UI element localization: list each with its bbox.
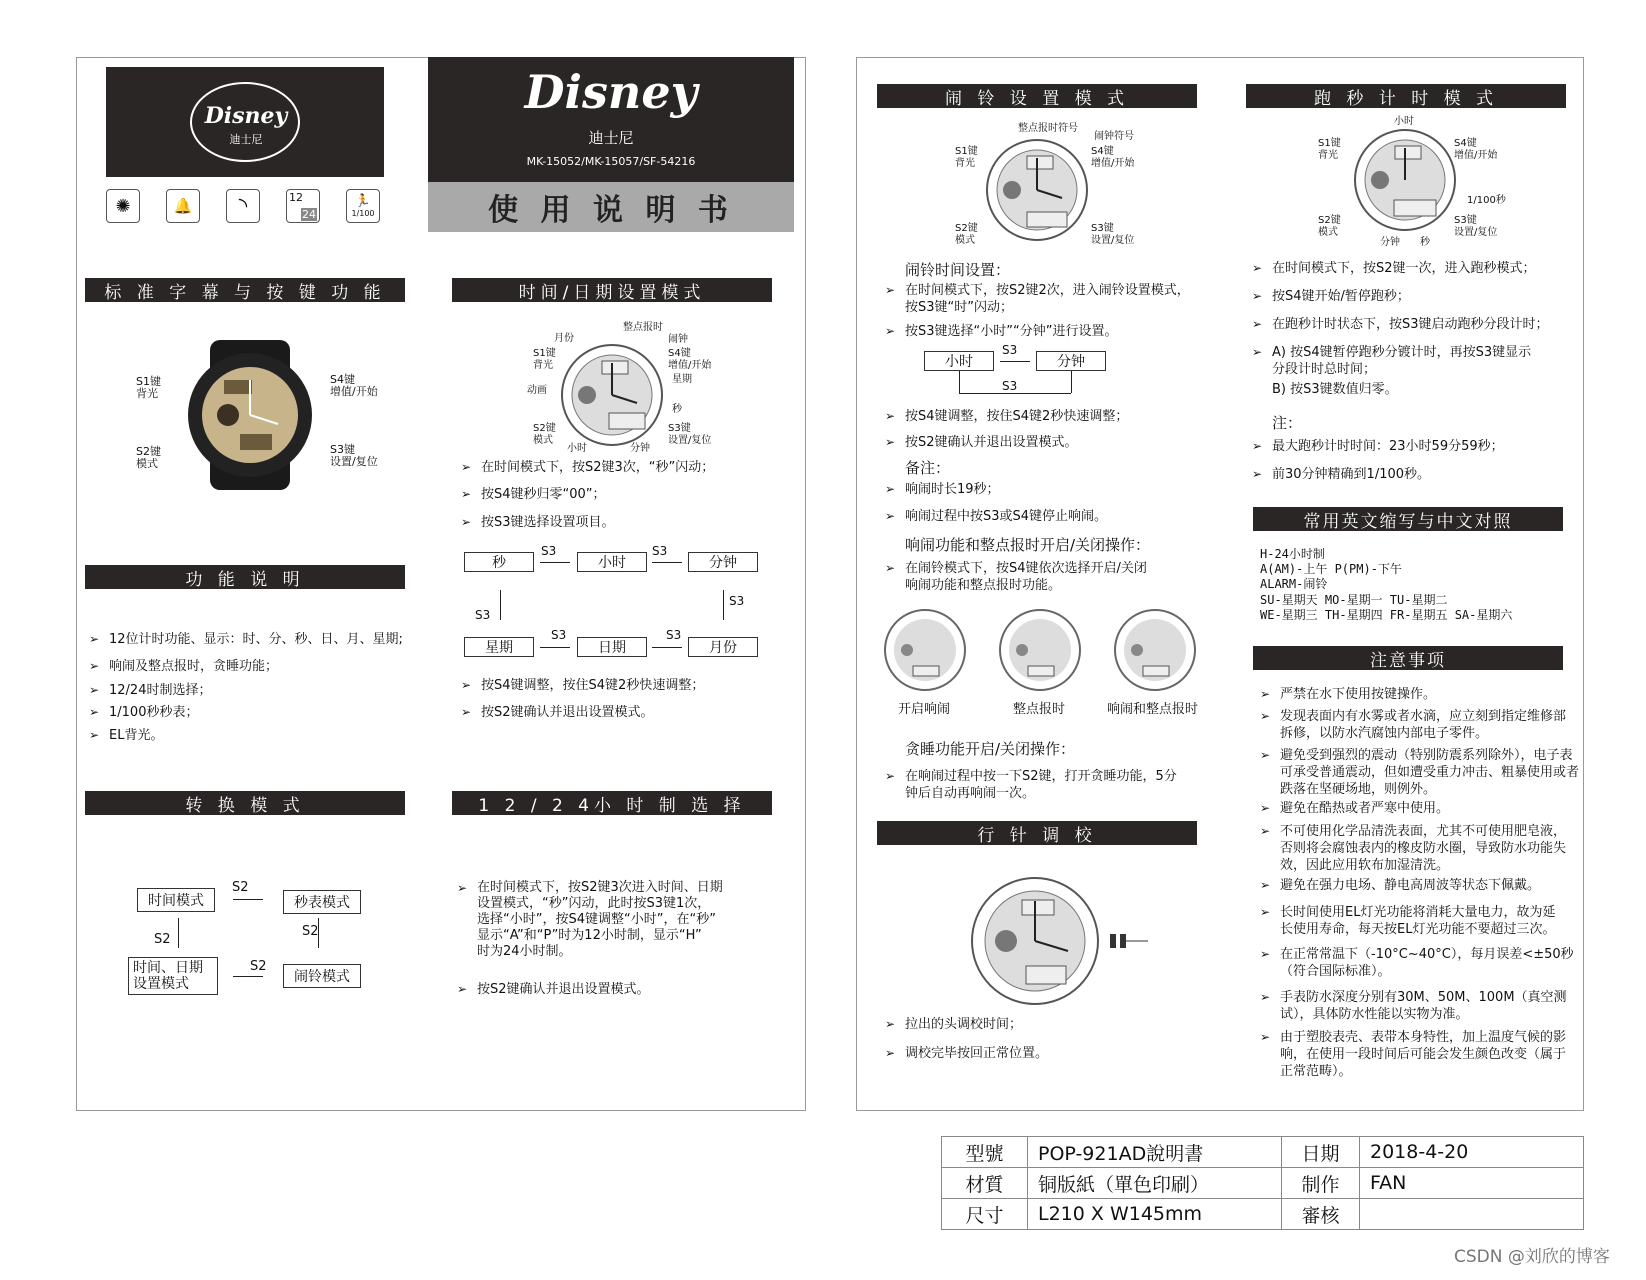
- ts-item: ➢ 在时间模式下，按S2键3次，“秒”闪动；: [481, 459, 714, 476]
- alarm-flow-min: 分钟: [1036, 351, 1106, 371]
- flow-box-sec: 秒: [464, 552, 534, 572]
- ch-s3-label: S3键 设置/复位: [1454, 215, 1498, 238]
- alarm-sub-onoff: 响闹功能和整点报时开启/关闭操作：: [905, 536, 1151, 554]
- ts-item: ➢ 按S3键选择设置项目。: [481, 514, 615, 531]
- std-s2-label: S2键 模式: [136, 445, 161, 470]
- spec-value: 铜版紙（單色印刷）: [1028, 1168, 1282, 1199]
- chrono-note-item: ➢ 前30分钟精确到1/100秒。: [1272, 466, 1430, 483]
- alarm-item: ➢ 响闹时长19秒；: [905, 481, 1000, 498]
- ch-cs-label: 1/100秒: [1467, 195, 1506, 206]
- flow-box-date: 日期: [577, 637, 647, 657]
- flow-line: [540, 562, 570, 563]
- format-12: 12: [289, 191, 303, 204]
- alarm-and-chime-watch: [1113, 608, 1197, 692]
- std-s3-label: S3键 设置/复位: [330, 443, 378, 468]
- caution-item: ➢ 避免在强力电场、静电高周波等状态下佩戴。: [1280, 877, 1540, 894]
- al-alarm-label: 闹钟符号: [1094, 131, 1134, 142]
- spec-row: [942, 1137, 1584, 1168]
- bell-icon-glyph: 🔔: [173, 197, 193, 215]
- spec-row: [942, 1199, 1584, 1230]
- flow-line: [500, 590, 501, 620]
- hourly-chime-watch: [998, 608, 1082, 692]
- chrono-item: ➢ A) 按S4键暂停跑秒分镀计时，再按S3键显示 分段计时总时间；: [1272, 344, 1531, 378]
- alarm-item: ➢ 在闹铃模式下，按S4键依次选择开启/关闭 响闹功能和整点报时功能。: [905, 560, 1147, 594]
- caution-item: ➢ 手表防水深度分别有30M、50M、100M（真空测 试），具体防水性能以实物为准。: [1280, 989, 1567, 1023]
- chrono-title: 跑 秒 计 时 模 式: [1246, 84, 1566, 108]
- h1224-item: ➢ 按S2键确认并退出设置模式。: [477, 981, 650, 998]
- manual-title: 使 用 说 明 书: [428, 182, 794, 232]
- alarm-item: ➢ 按S2键确认并退出设置模式。: [905, 434, 1078, 451]
- mode-box-time: 时间模式: [137, 888, 215, 912]
- switch-title: 转 换 模 式: [85, 791, 405, 815]
- alarm-sub-time: 闹铃时间设置：: [905, 261, 1011, 279]
- spec-label: 材質: [942, 1168, 1028, 1199]
- al-s4-label: S4键 增值/开始: [1091, 146, 1135, 169]
- s3-label: S3: [551, 628, 567, 642]
- ts-s1-label: S1键 背光: [533, 348, 556, 371]
- header-logo: Disney: [524, 65, 698, 119]
- ts-s4-label: S4键 增值/开始: [668, 348, 712, 371]
- abbr-line: H-24小时制: [1260, 547, 1325, 561]
- spec-label: 日期: [1282, 1137, 1360, 1168]
- flow-line: [652, 562, 682, 563]
- hands-watch-diagram: [970, 876, 1150, 1006]
- ts-anim-label: 动画: [527, 385, 547, 396]
- ch-s2-label: S2键 模式: [1318, 215, 1341, 238]
- ch-s1-label: S1键 背光: [1318, 138, 1341, 161]
- time-format-icon: [286, 189, 320, 223]
- ts-hourly-label: 整点报时: [623, 322, 663, 333]
- chrono-item-b: B) 按S3键数值归零。: [1272, 382, 1398, 397]
- signal-icon-glyph: ◝: [238, 193, 248, 219]
- caption-both: 响闹和整点报时: [1107, 702, 1199, 717]
- stopwatch-caption: 1/100: [351, 208, 375, 218]
- manual-header: [428, 57, 794, 182]
- ch-s4-label: S4键 增值/开始: [1454, 138, 1498, 161]
- watermark: CSDN @刘欣的博客: [1454, 1247, 1610, 1267]
- ch-min-label: 分钟: [1380, 237, 1400, 248]
- flow-line: [540, 647, 570, 648]
- caution-item: ➢ 避免受到强烈的震动（特别防震系列除外），电子表 可承受普通震动，但如遭受重力冲击、粗暴使用或者 跌落在坚硬场地，则例外。: [1280, 747, 1579, 798]
- alarm-item: ➢ 在时间模式下，按S2键2次，进入闹铃设置模式， 按S3键“时”闪动；: [905, 282, 1190, 316]
- std-s1-label: S1键 背光: [136, 375, 161, 400]
- flow-line: [178, 918, 179, 948]
- abbr-title: 常用英文缩写与中文对照: [1253, 507, 1563, 531]
- runner-glyph: 🏃: [354, 193, 372, 209]
- func-item: ➢ 响闹及整点报时，贪睡功能；: [109, 658, 278, 675]
- ts-item: ➢ 按S2键确认并退出设置模式。: [481, 704, 654, 721]
- s2-label: S2: [232, 880, 249, 895]
- al-s2-label: S2键 模式: [955, 223, 978, 246]
- flow-line: [1071, 371, 1072, 393]
- abbr-line: WE-星期三 TH-星期四 FR-星期五 SA-星期六: [1260, 608, 1513, 622]
- flow-line: [723, 590, 724, 620]
- alarm-item: ➢ 按S4键调整，按住S4键2秒快速调整；: [905, 408, 1128, 425]
- ch-sec-label: 秒: [1420, 237, 1430, 248]
- caution-item: ➢ 不可使用化学品清洗表面，尤其不可使用肥皂液， 否则将会腐蚀表内的橡皮防水圈，导致防水功能失 效，因此应用软布加湿清洗。: [1280, 823, 1566, 874]
- spec-label: 制作: [1282, 1168, 1360, 1199]
- caption-hourly: 整点报时: [1013, 702, 1066, 717]
- light-icon-glyph: ✺: [115, 195, 131, 217]
- ts-s3-label: S3键 设置/复位: [668, 423, 712, 446]
- s2-label: S2: [154, 932, 171, 947]
- spec-value: [1360, 1199, 1584, 1230]
- ts-week-label: 星期: [672, 374, 692, 385]
- header-logo-cn: 迪士尼: [588, 129, 634, 147]
- chrono-note: 注：: [1272, 414, 1303, 432]
- chrono-watch-diagram: [1350, 128, 1460, 233]
- spec-label: 尺寸: [942, 1199, 1028, 1230]
- spec-label: 審核: [1282, 1199, 1360, 1230]
- abbr-line: A(AM)-上午 P(PM)-下午: [1260, 562, 1402, 576]
- func-item: ➢ 12/24时制选择；: [109, 682, 211, 699]
- func-item: ➢ 12位计时功能、显示：时、分、秒、日、月、星期;: [109, 631, 403, 648]
- alarm-on-watch: [883, 608, 967, 692]
- h1224-title: 1 2 / 2 4小 时 制 选 择: [452, 791, 772, 815]
- spec-value: FAN: [1360, 1168, 1584, 1199]
- alarm-item: ➢ 按S3键选择“小时”“分钟”进行设置。: [905, 323, 1117, 340]
- chrono-note-item: ➢ 最大跑秒计时时间：23小时59分59秒；: [1272, 438, 1504, 455]
- s3-label: S3: [475, 608, 491, 622]
- stopwatch-icon: [346, 189, 380, 223]
- flow-line: [233, 976, 263, 977]
- ts-item: ➢ 按S4键调整，按住S4键2秒快速调整；: [481, 677, 704, 694]
- caution-item: ➢ 发现表面内有水雾或者水滴，应立刻到指定维修部 拆修，以防水汽腐蚀内部电子零件。: [1280, 708, 1566, 742]
- s2-label: S2: [250, 959, 267, 974]
- abbr-line: SU-星期天 MO-星期一 TU-星期二: [1260, 593, 1448, 607]
- flow-box-month: 月份: [688, 637, 758, 657]
- abbr-line: ALARM-闹铃: [1260, 577, 1328, 591]
- time-set-watch-diagram: [557, 343, 667, 448]
- light-icon: [106, 189, 140, 223]
- signal-icon: [226, 189, 260, 223]
- time-set-title: 时间/日期设置模式: [452, 278, 772, 302]
- spec-row: [942, 1168, 1584, 1199]
- caution-item: ➢ 避免在酷热或者严寒中使用。: [1280, 800, 1449, 817]
- alarm-item: ➢ 响闹过程中按S3或S4键停止响闹。: [905, 508, 1107, 525]
- model-numbers: MK-15052/MK-15057/SF-54216: [526, 155, 696, 168]
- caution-item: ➢ 长时间使用EL灯光功能将消耗大量电力，故为延 长使用寿命，每天按EL灯光功能不要超过三次。: [1280, 904, 1555, 938]
- alarm-item: ➢ 在响闹过程中按一下S2键，打开贪睡功能，5分 钟后自动再响闹一次。: [905, 768, 1177, 802]
- s3-label: S3: [666, 628, 682, 642]
- alarm-title: 闹 铃 设 置 模 式: [877, 84, 1197, 108]
- mode-box-setting: 时间、日期 设置模式: [128, 957, 218, 995]
- spec-value: L210 X W145mm: [1028, 1199, 1282, 1230]
- flow-line: [1000, 361, 1030, 362]
- ts-month-label: 月份: [554, 333, 574, 344]
- ts-min-label: 分钟: [630, 443, 650, 454]
- ts-item: ➢ 按S4键秒归零“00”；: [481, 486, 606, 503]
- flow-line: [233, 899, 263, 900]
- s3-label: S3: [1002, 343, 1018, 357]
- disney-logo-box: [106, 67, 384, 177]
- s3-label: S3: [1002, 379, 1018, 393]
- func-item: ➢ 1/100秒秒表；: [109, 704, 198, 721]
- bell-icon: [166, 189, 200, 223]
- hands-item: ➢ 调校完毕按回正常位置。: [905, 1045, 1048, 1062]
- s3-label: S3: [652, 544, 668, 558]
- chrono-item: ➢ 在跑秒计时状态下，按S3键启动跑秒分段计时；: [1272, 316, 1549, 333]
- caption-alarm-on: 开启响闹: [898, 702, 951, 717]
- chrono-item: ➢ 按S4键开始/暂停跑秒；: [1272, 288, 1410, 305]
- disney-logo-cn: 迪士尼: [229, 133, 263, 146]
- s3-label: S3: [541, 544, 557, 558]
- main-watch-image: [180, 340, 320, 490]
- s3-label: S3: [729, 594, 745, 608]
- std-title: 标 准 字 幕 与 按 键 功 能: [85, 278, 405, 302]
- al-s3-label: S3键 设置/复位: [1091, 223, 1135, 246]
- flow-box-week: 星期: [464, 637, 534, 657]
- hands-title: 行 针 调 校: [877, 821, 1197, 845]
- flow-line: [652, 647, 682, 648]
- spec-label: 型號: [942, 1137, 1028, 1168]
- al-s1-label: S1键 背光: [955, 146, 978, 169]
- spec-value: POP-921AD說明書: [1028, 1137, 1282, 1168]
- caution-item: ➢ 严禁在水下使用按键操作。: [1280, 686, 1436, 703]
- ts-alarm-label: 闹钟: [668, 334, 688, 345]
- func-title: 功 能 说 明: [85, 565, 405, 589]
- h1224-item: ➢ 在时间模式下，按S2键3次进入时间、日期 设置模式，“秒”闪动，此时按S3键1次， 选择“小时”，按S4键调整“小时”，在“秒” 显示“A”和“P”时为12小时制，显示“H” 时为24小时制。: [477, 880, 723, 960]
- ch-hour-label: 小时: [1394, 116, 1414, 127]
- caution-item: ➢ 由于塑胶表壳、表带本身特性，加上温度气候的影 响，在使用一段时间后可能会发生颜色改变（属于 正常范畴）。: [1280, 1029, 1566, 1080]
- ts-sec-label: 秒: [672, 404, 682, 415]
- mode-box-stopwatch: 秒表模式: [283, 890, 361, 914]
- spec-value: 2018-4-20: [1360, 1137, 1584, 1168]
- chrono-item: ➢ 在时间模式下，按S2键一次，进入跑秒模式；: [1272, 260, 1536, 277]
- alarm-watch-diagram: [982, 138, 1092, 243]
- func-item: ➢ EL背光。: [109, 727, 163, 744]
- alarm-sub-snooze: 贪睡功能开启/关闭操作：: [905, 740, 1076, 758]
- alarm-note: 备注：: [905, 459, 951, 477]
- ts-s2-label: S2键 模式: [533, 423, 556, 446]
- format-24: 24: [302, 208, 316, 221]
- mode-box-alarm: 闹铃模式: [283, 964, 361, 988]
- flow-box-hour: 小时: [577, 552, 647, 572]
- std-s4-label: S4键 增值/开始: [330, 373, 378, 398]
- ts-hour-label: 小时: [567, 443, 587, 454]
- al-hourly-label: 整点报时符号: [1018, 123, 1078, 134]
- caution-item: ➢ 在正常常温下（-10°C~40°C），每月误差<±50秒 （符合国际标准）。: [1280, 946, 1574, 980]
- hands-item: ➢ 拉出的头调校时间；: [905, 1016, 1022, 1033]
- flow-line: [959, 371, 960, 393]
- alarm-flow-hour: 小时: [924, 351, 994, 371]
- caution-title: 注意事项: [1253, 646, 1563, 670]
- s2-label: S2: [302, 924, 319, 939]
- disney-logo-text: Disney: [204, 103, 288, 129]
- spec-table: [941, 1136, 1584, 1230]
- flow-box-min: 分钟: [688, 552, 758, 572]
